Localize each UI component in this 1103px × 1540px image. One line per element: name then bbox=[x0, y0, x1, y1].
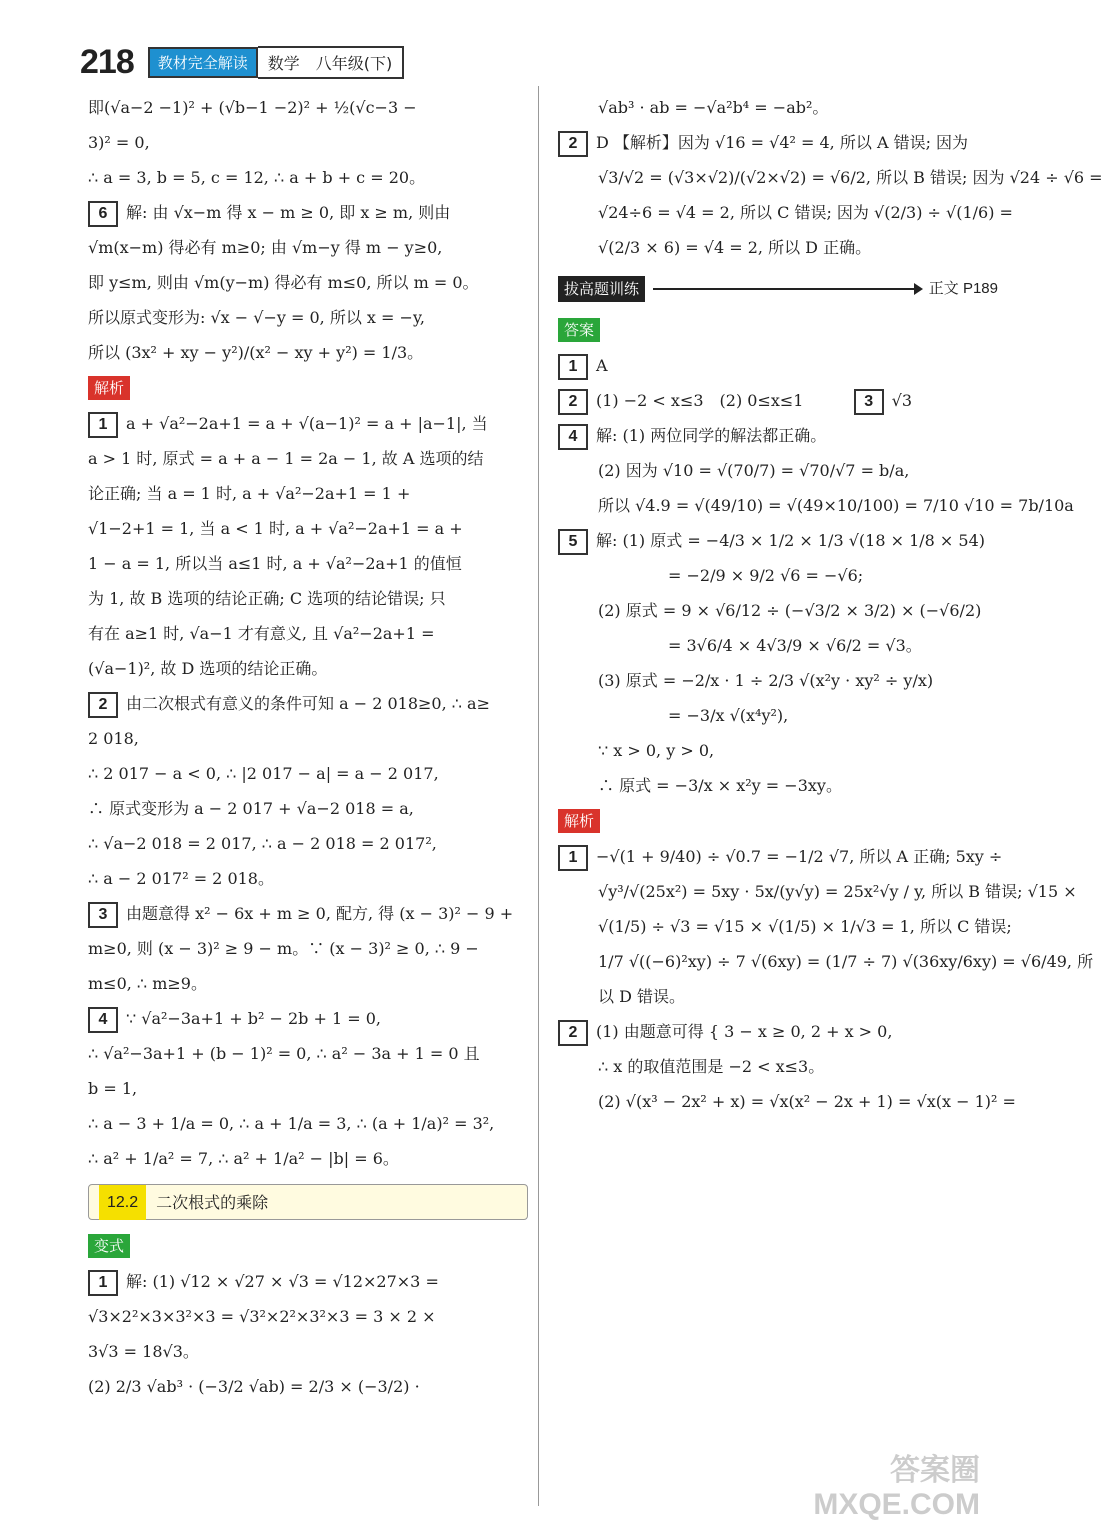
question-number: 1 bbox=[558, 354, 588, 380]
text-line: 3)² = 0, bbox=[88, 133, 150, 152]
text-line: 1 − a = 1, 所以当 a≤1 时, a + √a²−2a+1 的值恒 bbox=[88, 554, 462, 573]
question-number: 4 bbox=[88, 1007, 118, 1033]
variant-1 bbox=[88, 1264, 528, 1299]
analysis-r1 bbox=[558, 839, 1003, 874]
text-line: ∵ x > 0, y > 0, bbox=[598, 741, 715, 760]
answer-text: A bbox=[596, 356, 608, 375]
text-line: 解: (1) 原式 = −4/3 × 1/2 × 1/3 √(18 × 1/8 × 54) bbox=[596, 531, 986, 550]
text-line: 由二次根式有意义的条件可知 a − 2 018≥0, ∴ a≥ bbox=[126, 694, 490, 713]
text-line: m≤0, ∴ m≥9。 bbox=[88, 974, 207, 993]
text-line: (2) √(x³ − 2x² + x) = √x(x² − 2x + 1) = √x(x − 1)² = bbox=[598, 1092, 1016, 1111]
text-line: (1) 由题意可得 { 3 − x ≥ 0, 2 + x > 0, bbox=[596, 1022, 893, 1041]
question-number: 2 bbox=[558, 1020, 588, 1046]
column-divider bbox=[538, 86, 539, 1506]
left-column bbox=[88, 90, 528, 1404]
text-line: = −2/9 × 9/2 √6 = −√6; bbox=[668, 566, 864, 585]
question-number: 3 bbox=[854, 389, 884, 415]
question-number: 2 bbox=[558, 131, 588, 157]
variant-2 bbox=[558, 125, 998, 160]
question-number: 6 bbox=[88, 201, 118, 227]
section-title: 二次根式的乘除 bbox=[156, 1192, 269, 1212]
text-line: √24÷6 = √4 = 2, 所以 C 错误; 因为 √(2/3) ÷ √(1/6) = bbox=[598, 203, 1013, 222]
text-line: ∴ √a−2 018 = 2 017, ∴ a − 2 018 = 2 017², bbox=[88, 834, 437, 853]
question-number: 1 bbox=[558, 845, 588, 871]
page-number: 218 bbox=[80, 42, 134, 81]
analysis-r2 bbox=[558, 1014, 998, 1049]
text-line: 2 018, bbox=[88, 729, 139, 748]
arrow-right-icon bbox=[653, 288, 921, 290]
analysis-4 bbox=[88, 1001, 528, 1036]
text-line: √(2/3 × 6) = √4 = 2, 所以 D 正确。 bbox=[598, 238, 872, 257]
training-title: 拔高题训练 bbox=[558, 276, 645, 302]
text-line: m≥0, 则 (x − 3)² ≥ 9 − m。∵ (x − 3)² ≥ 0, ∴ 9 − bbox=[88, 939, 479, 958]
text-line: 为 1, 故 B 选项的结论正确; C 选项的结论错误; 只 bbox=[88, 589, 446, 608]
question-number: 4 bbox=[558, 424, 588, 450]
analysis-1 bbox=[88, 406, 528, 441]
answer-text: √3 bbox=[891, 391, 913, 410]
analysis-2 bbox=[88, 686, 528, 721]
text-line: 解: 由 √x−m 得 x − m ≥ 0, 即 x ≥ m, 则由 bbox=[126, 203, 451, 222]
answer-text: (1) −2 < x≤3 (2) 0≤x≤1 bbox=[596, 391, 804, 410]
answer-1 bbox=[558, 348, 998, 383]
text-line: √m(x−m) 得必有 m≥0; 由 √m−y 得 m − y≥0, bbox=[88, 238, 443, 257]
text-line: 解: (1) 两位同学的解法都正确。 bbox=[596, 426, 827, 445]
question-number: 1 bbox=[88, 412, 118, 438]
analysis-3 bbox=[88, 896, 528, 931]
text-line: 所以原式变形为: √x − √−y = 0, 所以 x = −y, bbox=[88, 308, 425, 327]
text-line: ∴ 原式 = −3/x × x²y = −3xy。 bbox=[598, 776, 842, 795]
answer-5 bbox=[558, 523, 998, 558]
text-line: 即 y≤m, 则由 √m(y−m) 得必有 m≤0, 所以 m = 0。 bbox=[88, 273, 479, 292]
answer-4 bbox=[558, 418, 998, 453]
question-number: 2 bbox=[88, 692, 118, 718]
watermark bbox=[813, 1454, 980, 1522]
text-line: (2) 原式 = 9 × √6/12 ÷ (−√3/2 × 3/2) × (−√6/2) bbox=[598, 601, 982, 620]
question-number: 3 bbox=[88, 902, 118, 928]
jiexi-label: 解析 bbox=[88, 376, 130, 400]
question-number: 5 bbox=[558, 529, 588, 555]
text-line: 由题意得 x² − 6x + m ≥ 0, 配方, 得 (x − 3)² − 9 + bbox=[126, 904, 514, 923]
text-line: 1/7 √((−6)²xy) ÷ 7 √(6xy) = (1/7 ÷ 7) √(36xy/6xy) = √6/49, 所 bbox=[598, 952, 1094, 971]
page-header bbox=[80, 42, 404, 82]
series-badge: 教材完全解读 bbox=[148, 47, 258, 78]
text-line: (√a−1)², 故 D 选项的结论正确。 bbox=[88, 659, 328, 678]
text-line: ∴ √a²−3a+1 + (b − 1)² = 0, ∴ a² − 3a + 1 = 0 且 bbox=[88, 1044, 480, 1063]
text-line: ∴ a − 3 + 1/a = 0, ∴ a + 1/a = 3, ∴ (a + 1/a)² = 3², bbox=[88, 1114, 495, 1133]
subject-label: 数学 八年级(下) bbox=[258, 46, 405, 79]
answer-2-3 bbox=[558, 383, 998, 418]
text-line: √3×2²×3×3²×3 = √3²×2²×3²×3 = 3 × 2 × bbox=[88, 1307, 436, 1326]
page-reference: 正文 P189 bbox=[928, 280, 998, 297]
text-line: D 【解析】因为 √16 = √4² = 4, 所以 A 错误; 因为 bbox=[596, 133, 969, 152]
text-line: ∴ a − 2 017² = 2 018。 bbox=[88, 869, 274, 888]
text-line: √(1/5) ÷ √3 = √15 × √(1/5) × 1/√3 = 1, 所以 C 错误; bbox=[598, 917, 1012, 936]
text-line: ∴ a² + 1/a² = 7, ∴ a² + 1/a² − |b| = 6。 bbox=[88, 1149, 399, 1168]
text-line: (2) 2/3 √ab³ · (−3/2 √ab) = 2/3 × (−3/2) · bbox=[88, 1377, 420, 1396]
text-line: ∴ 原式变形为 a − 2 017 + √a−2 018 = a, bbox=[88, 799, 414, 818]
text-line: ∴ a = 3, b = 5, c = 12, ∴ a + b + c = 20。 bbox=[88, 168, 426, 187]
question-number: 1 bbox=[88, 1270, 118, 1296]
answer-label: 答案 bbox=[558, 318, 600, 342]
text-line: 有在 a≥1 时, √a−1 才有意义, 且 √a²−2a+1 = bbox=[88, 624, 435, 643]
text-line: 所以 √4.9 = √(49/10) = √(49×10/100) = 7/10 √10 = 7b/10a bbox=[598, 496, 1074, 515]
section-heading bbox=[88, 1184, 528, 1220]
text-line: √ab³ · ab = −√a²b⁴ = −ab²。 bbox=[598, 98, 829, 117]
text-line: −√(1 + 9/40) ÷ √0.7 = −1/2 √7, 所以 A 正确; 5xy ÷ bbox=[596, 847, 1003, 866]
jiexi-label: 解析 bbox=[558, 809, 600, 833]
question-number: 2 bbox=[558, 389, 588, 415]
text-line: 即(√a−2 −1)² + (√b−1 −2)² + ½(√c−3 − bbox=[88, 98, 417, 117]
text-line: 论正确; 当 a = 1 时, a + √a²−2a+1 = 1 + bbox=[88, 484, 411, 503]
text-line: ∵ √a²−3a+1 + b² − 2b + 1 = 0, bbox=[126, 1009, 381, 1028]
text-line: = −3/x √(x⁴y²), bbox=[668, 706, 789, 725]
text-line: a > 1 时, 原式 = a + a − 1 = 2a − 1, 故 A 选项的结 bbox=[88, 449, 484, 468]
text-line: = 3√6/4 × 4√3/9 × √6/2 = √3。 bbox=[668, 636, 922, 655]
watermark-line: MXQE.COM bbox=[813, 1488, 980, 1521]
text-line: √y³/√(25x²) = 5xy · 5x/(y√y) = 25x²√y / y, 所以 B 错误; √15 × bbox=[598, 882, 1077, 901]
text-line: ∴ 2 017 − a < 0, ∴ |2 017 − a| = a − 2 017, bbox=[88, 764, 439, 783]
training-header bbox=[558, 271, 998, 306]
watermark-line: 答案圈 bbox=[890, 1454, 980, 1487]
text-line: √1−2+1 = 1, 当 a < 1 时, a + √a²−2a+1 = a + bbox=[88, 519, 463, 538]
text-line: √3/√2 = (√3×√2)/(√2×√2) = √6/2, 所以 B 错误; 因为 √24 ÷ √6 = bbox=[598, 168, 1103, 187]
bianshi-label: 变式 bbox=[88, 1234, 130, 1258]
text-line: 解: (1) √12 × √27 × √3 = √12×27×3 = bbox=[126, 1272, 439, 1291]
text-line: 3√3 = 18√3。 bbox=[88, 1342, 199, 1361]
question-6 bbox=[88, 195, 528, 230]
text-line: b = 1, bbox=[88, 1079, 138, 1098]
text-line: 以 D 错误。 bbox=[598, 987, 686, 1006]
text-line: (3) 原式 = −2/x · 1 ÷ 2/3 √(x²y · xy² ÷ y/x) bbox=[598, 671, 934, 690]
text-line: (2) 因为 √10 = √(70/7) = √70/√7 = b/a, bbox=[598, 461, 910, 480]
right-column bbox=[558, 90, 1103, 1119]
text-line: a + √a²−2a+1 = a + √(a−1)² = a + |a−1|, 当 bbox=[126, 414, 488, 433]
text-line: 所以 (3x² + xy − y²)/(x² − xy + y²) = 1/3。 bbox=[88, 343, 424, 362]
text-line: ∴ x 的取值范围是 −2 < x≤3。 bbox=[598, 1057, 825, 1076]
section-number: 12.2 bbox=[99, 1185, 146, 1220]
